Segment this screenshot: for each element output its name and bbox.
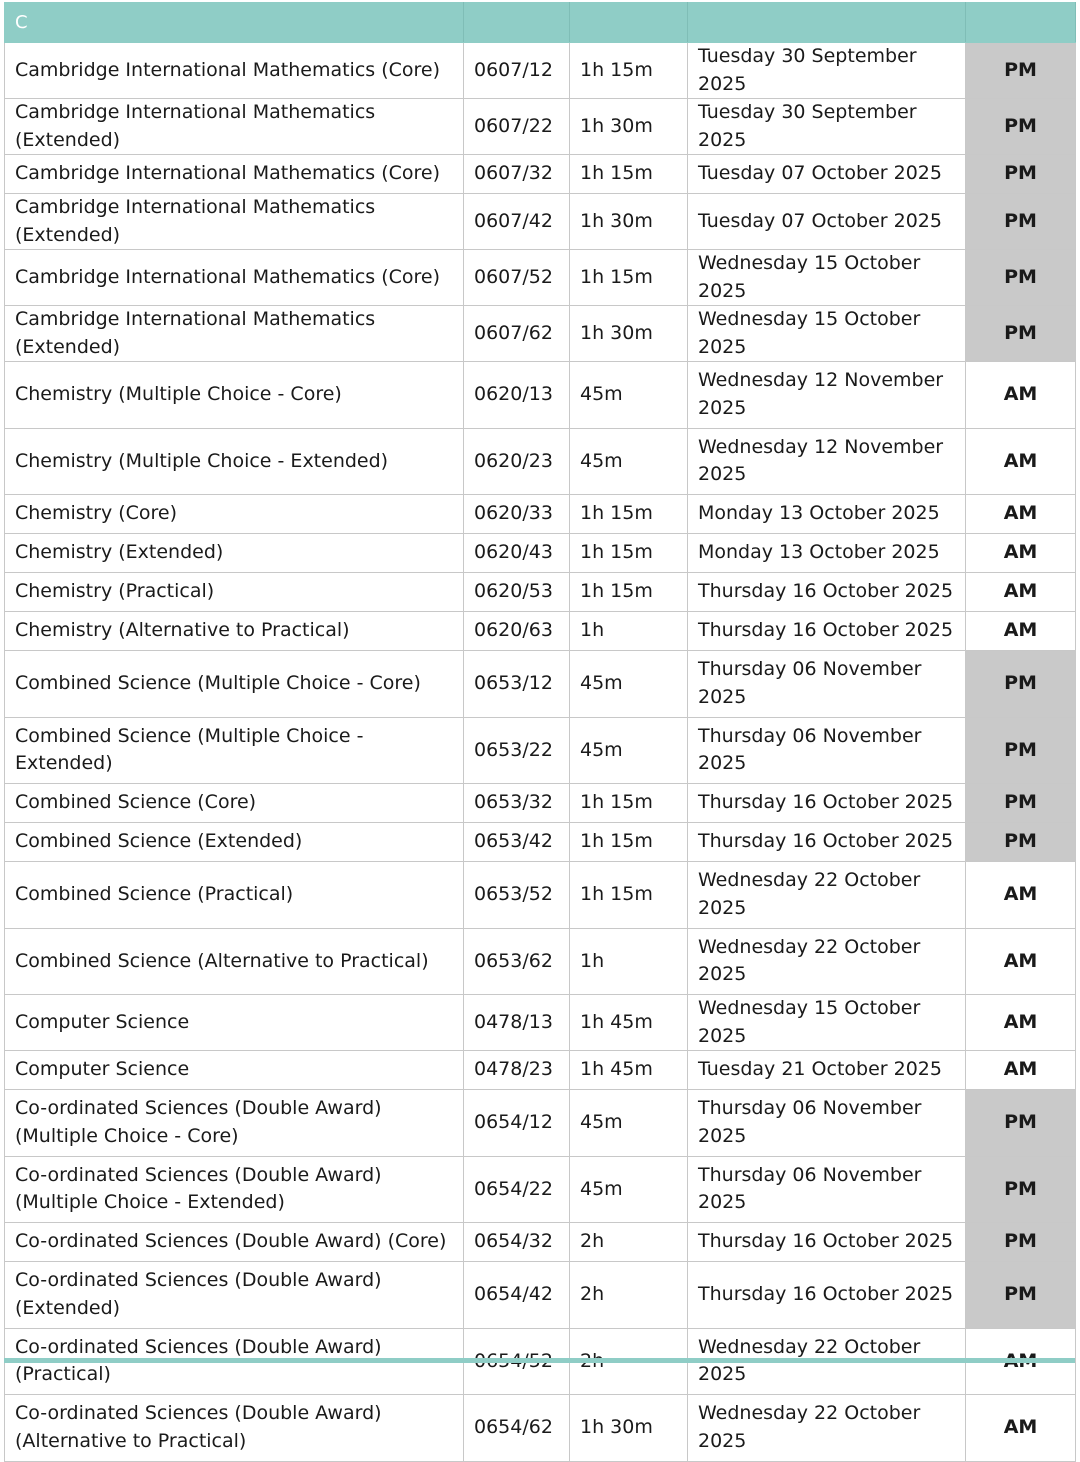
date-cell: Wednesday 22 October 2025	[688, 862, 966, 929]
date-cell: Tuesday 07 October 2025	[688, 155, 966, 194]
code-cell: 0654/42	[464, 1262, 570, 1329]
table-row	[5, 928, 1076, 995]
session-cell: AM	[966, 362, 1076, 429]
table-row	[5, 155, 1076, 194]
table-row	[5, 612, 1076, 651]
session-cell: PM	[966, 717, 1076, 784]
table-row	[5, 99, 1076, 155]
table-row	[5, 995, 1076, 1051]
code-cell: 0654/32	[464, 1223, 570, 1262]
code-cell: 0653/22	[464, 717, 570, 784]
table-row	[5, 1262, 1076, 1329]
duration-cell: 45m	[570, 717, 688, 784]
session-cell: PM	[966, 194, 1076, 250]
date-cell: Thursday 16 October 2025	[688, 573, 966, 612]
timetable-container	[4, 2, 1075, 1462]
code-cell: 0478/13	[464, 995, 570, 1051]
subject-cell: Computer Science	[5, 1051, 464, 1090]
duration-cell: 45m	[570, 1090, 688, 1157]
subject-cell: Cambridge International Mathematics (Core)	[5, 155, 464, 194]
section-letter: C	[5, 3, 464, 43]
session-cell: PM	[966, 651, 1076, 718]
duration-cell: 1h 30m	[570, 1395, 688, 1462]
date-cell: Wednesday 12 November 2025	[688, 362, 966, 429]
code-cell: 0653/52	[464, 862, 570, 929]
duration-cell: 45m	[570, 362, 688, 429]
date-cell: Wednesday 15 October 2025	[688, 995, 966, 1051]
session-cell: AM	[966, 928, 1076, 995]
table-row	[5, 823, 1076, 862]
code-cell: 0654/12	[464, 1090, 570, 1157]
duration-cell: 2h	[570, 1223, 688, 1262]
table-row	[5, 1395, 1076, 1462]
subject-cell: Combined Science (Multiple Choice - Core)	[5, 651, 464, 718]
duration-cell: 45m	[570, 1156, 688, 1223]
session-cell: AM	[966, 573, 1076, 612]
duration-cell: 2h	[570, 1262, 688, 1329]
code-cell: 0620/13	[464, 362, 570, 429]
table-row	[5, 495, 1076, 534]
table-row	[5, 306, 1076, 362]
code-cell: 0620/33	[464, 495, 570, 534]
session-cell: PM	[966, 1156, 1076, 1223]
table-row	[5, 362, 1076, 429]
duration-cell: 1h 15m	[570, 862, 688, 929]
table-row	[5, 428, 1076, 495]
duration-cell: 1h 30m	[570, 306, 688, 362]
subject-cell: Cambridge International Mathematics (Core)	[5, 250, 464, 306]
date-cell: Wednesday 12 November 2025	[688, 428, 966, 495]
date-cell: Wednesday 22 October 2025	[688, 1395, 966, 1462]
date-cell: Thursday 06 November 2025	[688, 1156, 966, 1223]
code-cell: 0653/62	[464, 928, 570, 995]
subject-cell: Computer Science	[5, 995, 464, 1051]
subject-cell: Cambridge International Mathematics (Extended)	[5, 194, 464, 250]
subject-cell: Chemistry (Alternative to Practical)	[5, 612, 464, 651]
table-row	[5, 1090, 1076, 1157]
session-cell: PM	[966, 99, 1076, 155]
exam-timetable	[4, 2, 1076, 1462]
table-row	[5, 651, 1076, 718]
date-cell: Thursday 06 November 2025	[688, 717, 966, 784]
table-row	[5, 862, 1076, 929]
duration-cell: 1h 15m	[570, 43, 688, 99]
code-cell: 0620/23	[464, 428, 570, 495]
table-row	[5, 573, 1076, 612]
date-cell: Wednesday 22 October 2025	[688, 1328, 966, 1395]
duration-cell: 1h 15m	[570, 784, 688, 823]
subject-cell: Co-ordinated Sciences (Double Award) (Core)	[5, 1223, 464, 1262]
section-header-row	[5, 3, 1076, 43]
subject-cell: Cambridge International Mathematics (Core)	[5, 43, 464, 99]
table-row	[5, 534, 1076, 573]
session-cell: AM	[966, 862, 1076, 929]
date-cell: Monday 13 October 2025	[688, 534, 966, 573]
session-cell: PM	[966, 1262, 1076, 1329]
duration-cell: 1h 30m	[570, 99, 688, 155]
date-cell: Thursday 06 November 2025	[688, 651, 966, 718]
subject-cell: Cambridge International Mathematics (Extended)	[5, 99, 464, 155]
session-cell: AM	[966, 612, 1076, 651]
code-cell: 0654/22	[464, 1156, 570, 1223]
session-cell: PM	[966, 43, 1076, 99]
date-cell: Tuesday 21 October 2025	[688, 1051, 966, 1090]
subject-cell: Chemistry (Multiple Choice - Core)	[5, 362, 464, 429]
date-cell: Wednesday 15 October 2025	[688, 250, 966, 306]
subject-cell: Cambridge International Mathematics (Extended)	[5, 306, 464, 362]
code-cell: 0653/12	[464, 651, 570, 718]
subject-cell: Co-ordinated Sciences (Double Award) (Practical)	[5, 1328, 464, 1395]
date-cell: Thursday 16 October 2025	[688, 1223, 966, 1262]
duration-cell: 1h 15m	[570, 534, 688, 573]
code-cell: 0607/22	[464, 99, 570, 155]
table-row	[5, 1223, 1076, 1262]
duration-cell: 1h	[570, 612, 688, 651]
date-cell: Thursday 16 October 2025	[688, 823, 966, 862]
code-cell: 0653/32	[464, 784, 570, 823]
duration-cell: 45m	[570, 428, 688, 495]
duration-cell: 1h 15m	[570, 823, 688, 862]
duration-cell: 1h 15m	[570, 155, 688, 194]
session-cell: AM	[966, 1051, 1076, 1090]
subject-cell: Co-ordinated Sciences (Double Award) (Multiple Choice - Core)	[5, 1090, 464, 1157]
date-cell: Wednesday 22 October 2025	[688, 928, 966, 995]
duration-cell: 1h 15m	[570, 250, 688, 306]
duration-cell: 1h 45m	[570, 995, 688, 1051]
session-cell: AM	[966, 1395, 1076, 1462]
session-cell: PM	[966, 784, 1076, 823]
duration-cell: 45m	[570, 651, 688, 718]
duration-cell: 1h	[570, 928, 688, 995]
date-cell: Thursday 16 October 2025	[688, 784, 966, 823]
session-cell: AM	[966, 995, 1076, 1051]
code-cell: 0478/23	[464, 1051, 570, 1090]
session-cell: AM	[966, 495, 1076, 534]
subject-cell: Combined Science (Practical)	[5, 862, 464, 929]
subject-cell: Chemistry (Core)	[5, 495, 464, 534]
code-cell: 0607/52	[464, 250, 570, 306]
session-cell: PM	[966, 823, 1076, 862]
date-cell: Tuesday 30 September 2025	[688, 99, 966, 155]
subject-cell: Combined Science (Alternative to Practical)	[5, 928, 464, 995]
code-cell: 0607/62	[464, 306, 570, 362]
session-cell: PM	[966, 250, 1076, 306]
code-cell: 0607/12	[464, 43, 570, 99]
date-cell: Wednesday 15 October 2025	[688, 306, 966, 362]
code-cell: 0653/42	[464, 823, 570, 862]
date-cell: Thursday 06 November 2025	[688, 1090, 966, 1157]
code-cell: 0620/43	[464, 534, 570, 573]
date-cell: Thursday 16 October 2025	[688, 612, 966, 651]
session-cell: PM	[966, 306, 1076, 362]
session-cell: PM	[966, 1090, 1076, 1157]
duration-cell: 1h 15m	[570, 495, 688, 534]
session-cell: PM	[966, 155, 1076, 194]
code-cell: 0607/42	[464, 194, 570, 250]
subject-cell: Combined Science (Core)	[5, 784, 464, 823]
date-cell: Monday 13 October 2025	[688, 495, 966, 534]
session-cell: PM	[966, 1223, 1076, 1262]
date-cell: Tuesday 30 September 2025	[688, 43, 966, 99]
table-row	[5, 250, 1076, 306]
table-row	[5, 1051, 1076, 1090]
subject-cell: Chemistry (Practical)	[5, 573, 464, 612]
table-row	[5, 194, 1076, 250]
code-cell: 0620/63	[464, 612, 570, 651]
table-row	[5, 717, 1076, 784]
duration-cell: 1h 45m	[570, 1051, 688, 1090]
table-row	[5, 1156, 1076, 1223]
duration-cell: 1h 30m	[570, 194, 688, 250]
session-cell: AM	[966, 428, 1076, 495]
subject-cell: Combined Science (Multiple Choice - Extended)	[5, 717, 464, 784]
table-row	[5, 43, 1076, 99]
code-cell: 0620/53	[464, 573, 570, 612]
table-row	[5, 784, 1076, 823]
subject-cell: Co-ordinated Sciences (Double Award) (Extended)	[5, 1262, 464, 1329]
subject-cell: Combined Science (Extended)	[5, 823, 464, 862]
duration-cell: 1h 15m	[570, 573, 688, 612]
subject-cell: Co-ordinated Sciences (Double Award) (Alternative to Practical)	[5, 1395, 464, 1462]
subject-cell: Chemistry (Extended)	[5, 534, 464, 573]
date-cell: Thursday 16 October 2025	[688, 1262, 966, 1329]
code-cell: 0654/62	[464, 1395, 570, 1462]
subject-cell: Co-ordinated Sciences (Double Award) (Multiple Choice - Extended)	[5, 1156, 464, 1223]
date-cell: Tuesday 07 October 2025	[688, 194, 966, 250]
subject-cell: Chemistry (Multiple Choice - Extended)	[5, 428, 464, 495]
code-cell: 0607/32	[464, 155, 570, 194]
section-footer-bar	[4, 1358, 1075, 1363]
session-cell: AM	[966, 534, 1076, 573]
